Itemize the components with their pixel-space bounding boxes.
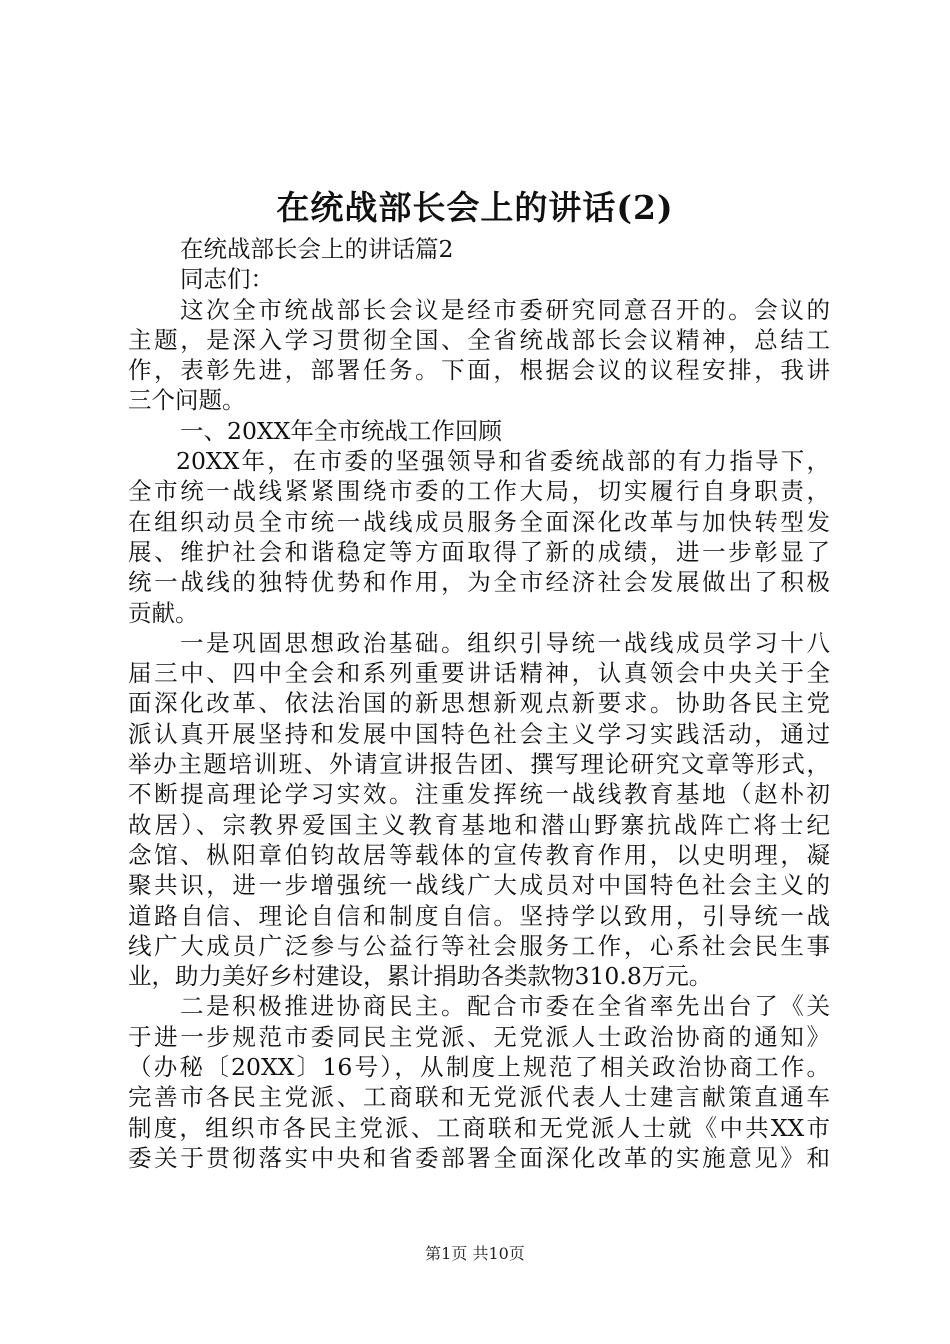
document-title: 在统战部长会上的讲话(2) bbox=[276, 188, 674, 227]
text-line: 业，助力美好乡村建设，累计捐助各类款物310.8万元。 bbox=[128, 962, 713, 991]
text-line: 道路自信、理论自信和制度自信。坚持学以致用，引导统一战 bbox=[128, 901, 830, 930]
text-line: 这次全市统战部长会议是经市委研究同意召开的。会议的 bbox=[180, 295, 830, 324]
text-line: 统一战线的独特优势和作用，为全市经济社会发展做出了积极 bbox=[128, 568, 830, 597]
text-line: 届三中、四中全会和系列重要讲话精神，认真领会中央关于全 bbox=[128, 659, 830, 688]
text-line: 全市统一战线紧紧围绕市委的工作大局，切实履行自身职责， bbox=[128, 477, 830, 506]
text-line: 故居）、宗教界爱国主义教育基地和潜山野寨抗战阵亡将士纪 bbox=[128, 810, 830, 839]
subtitle-line: 在统战部长会上的讲话篇2 bbox=[180, 235, 454, 263]
section-heading: 一、20XX年全市统战工作回顾 bbox=[180, 416, 502, 445]
text-line: 贡献。 bbox=[128, 598, 199, 627]
text-line: 面深化改革、依法治国的新思想新观点新要求。协助各民主党 bbox=[128, 689, 830, 718]
text-line: （办秘〔20XX〕16号），从制度上规范了相关政治协商工作。 bbox=[128, 1053, 830, 1082]
text-line: 三个问题。 bbox=[128, 386, 246, 415]
text-line: 聚共识，进一步增强统一战线广大成员对中国特色社会主义的 bbox=[128, 871, 830, 900]
text-line: 主题，是深入学习贯彻全国、全省统战部长会议精神，总结工 bbox=[128, 325, 830, 354]
text-line: 二是积极推进协商民主。配合市委在全省率先出台了《关 bbox=[180, 992, 830, 1021]
text-line: 制度，组织市各民主党派、工商联和无党派人士就《中共XX市 bbox=[128, 1113, 830, 1142]
text-line: 念馆、枞阳章伯钧故居等载体的宣传教育作用，以史明理，凝 bbox=[128, 840, 830, 869]
text-line: 展、维护社会和谐稳定等方面取得了新的成绩，进一步彰显了 bbox=[128, 537, 830, 566]
text-line: 委关于贯彻落实中央和省委部署全面深化改革的实施意见》和 bbox=[128, 1143, 830, 1172]
text-line: 于进一步规范市委同民主党派、无党派人士政治协商的通知》 bbox=[128, 1022, 830, 1051]
text-line: 派认真开展坚持和发展中国特色社会主义学习实践活动，通过 bbox=[128, 719, 830, 748]
text-line: 完善市各民主党派、工商联和无党派代表人士建言献策直通车 bbox=[128, 1083, 830, 1112]
page-footer: 第1页 共10页 bbox=[425, 1244, 525, 1263]
document-body bbox=[128, 234, 830, 1173]
text-line: 一是巩固思想政治基础。组织引导统一战线成员学习十八 bbox=[180, 628, 830, 657]
text-line: 举办主题培训班、外请宣讲报告团、撰写理论研究文章等形式， bbox=[128, 750, 830, 779]
text-line: 在组织动员全市统一战线成员服务全面深化改革与加快转型发 bbox=[128, 507, 830, 536]
salutation-line: 同志们： bbox=[180, 265, 274, 294]
text-line: 线广大成员广泛参与公益行等社会服务工作，心系社会民生事 bbox=[128, 931, 830, 960]
text-line: 作，表彰先进，部署任务。下面，根据会议的议程安排，我讲 bbox=[128, 356, 830, 385]
text-line: 20XX年，在市委的坚强领导和省委统战部的有力指导下， bbox=[176, 447, 830, 476]
text-line: 不断提高理论学习实效。注重发挥统一战线教育基地（赵朴初 bbox=[128, 780, 830, 809]
